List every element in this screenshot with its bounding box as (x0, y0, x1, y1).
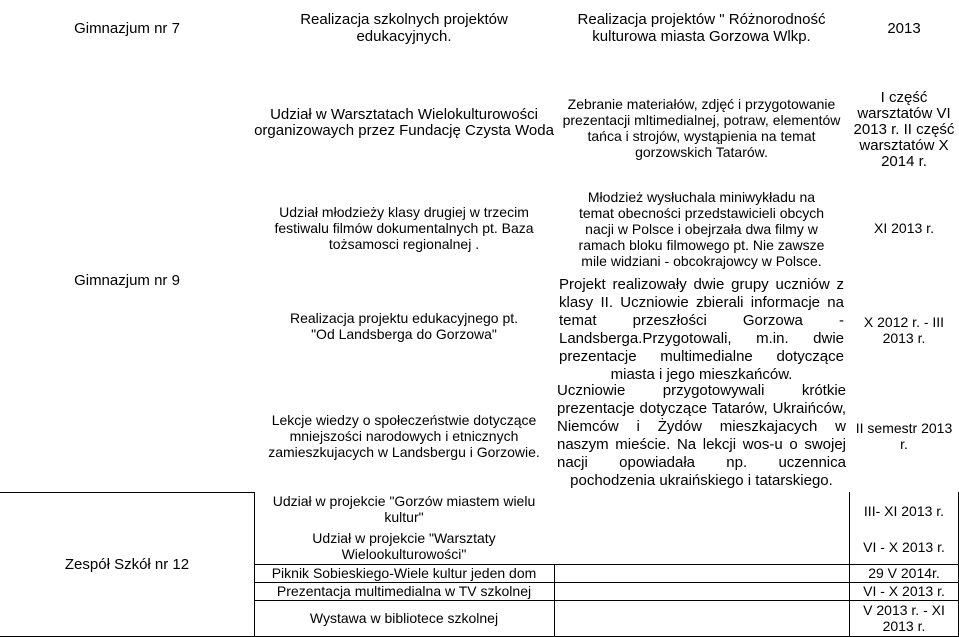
header-school: Gimnazjum nr 7 (74, 19, 180, 37)
header-project: Realizacja szkolnych projektów edukacyjnych. (300, 11, 508, 45)
date-cell: VI - X 2013 r. (863, 539, 945, 555)
header-year: 2013 (887, 19, 921, 37)
description-cell: Projekt realizowały dwie grupy uczniów z klasy II. Uczniowie zbierali informacje na temat przeszłości Gorzowa - Landsberga.Przygotowali, m.in. dwie prezentacje multimedialne dotyczące miasta i jego mieszkańców. (559, 276, 844, 383)
date-cell: 29 V 2014r. (868, 565, 940, 581)
description-cell: Zebranie materiałów, zdjęć i przygotowanie prezentacji mltimedialnej, potraw, elementów tańca i strojów, wystąpienia na temat gorzowskich Tatarów. (562, 96, 841, 160)
date-cell: VI - X 2013 r. (863, 583, 945, 599)
description-cell (554, 582, 849, 600)
description-cell: Uczniowie przygotowywali krótkie prezentacje dotyczące Tatarów, Ukraińców, Niemców i Żydów mieszkajacych w naszym mieście. Na lekcji wos-u o swojej nacji opowiadała np. uczennica pochodzenia ukraińskiego i tatarskiego. (557, 382, 846, 489)
column-divider (849, 492, 850, 637)
date-cell: V 2013 r. - XI 2013 r. (863, 602, 945, 634)
column-divider (254, 492, 255, 637)
project-cell: Wystawa w bibliotece szkolnej (309, 610, 499, 626)
description-cell (554, 564, 849, 582)
school-divider (0, 492, 254, 493)
project-cell: Udział młodzieży klasy drugiej w trzecim festiwalu filmów dokumentalnych pt. Baza tożsamosci regionalnej . (274, 204, 534, 252)
school-zs-12: Zespół Szkół nr 12 (64, 555, 190, 573)
date-cell: II semestr 2013 r. (855, 420, 953, 452)
date-cell: I część warsztatów VI 2013 r. II część warsztatów X 2014 r. (853, 89, 955, 170)
school-gimnazjum-9: Gimnazjum nr 9 (74, 272, 180, 289)
row-divider (254, 582, 959, 583)
project-cell: Udział w Warsztatach Wielokulturowości organizowaych przez Fundację Czysta Woda (254, 106, 554, 139)
row-divider (254, 600, 959, 601)
project-cell: Lekcje wiedzy o społeczeństwie dotyczące mniejszości narodowych i etnicznych zamieszkujacych w Landsbergu i Gorzowie. (268, 412, 540, 460)
description-cell (554, 600, 849, 636)
description-cell: Młodzież wysłuchala miniwykładu na temat obecności przedstawicieli obcych nacji w Polsce i obejrzała dwa filmy w ramach bloku filmowego pt. Nie zawsze mile widziani - obcokrajowcy w Polsce. (578, 189, 825, 269)
project-cell: Prezentacja multimedialna w TV szkolnej (276, 583, 532, 599)
date-cell: III- XI 2013 r. (863, 503, 945, 519)
description-cell (554, 492, 849, 526)
project-cell: Realizacja projektu edukacyjnego pt. "Od Landsberga do Gorzowa" (289, 310, 519, 342)
row-divider (254, 564, 959, 565)
column-divider (554, 564, 555, 637)
project-cell: Piknik Sobieskiego-Wiele kultur jeden dom (271, 565, 537, 581)
project-cell: Udział w projekcie "Gorzów miastem wielu kultur" (272, 493, 536, 525)
project-cell: Udział w projekcie "Warsztaty Wielookulturowości" (312, 530, 496, 562)
header-description: Realizacja projektów " Różnorodność kulturowa miasta Gorzowa Wlkp. (577, 11, 826, 45)
date-cell: XI 2013 r. (874, 220, 934, 236)
description-cell (554, 528, 849, 564)
date-cell: X 2012 r. - III 2013 r. (863, 314, 945, 346)
